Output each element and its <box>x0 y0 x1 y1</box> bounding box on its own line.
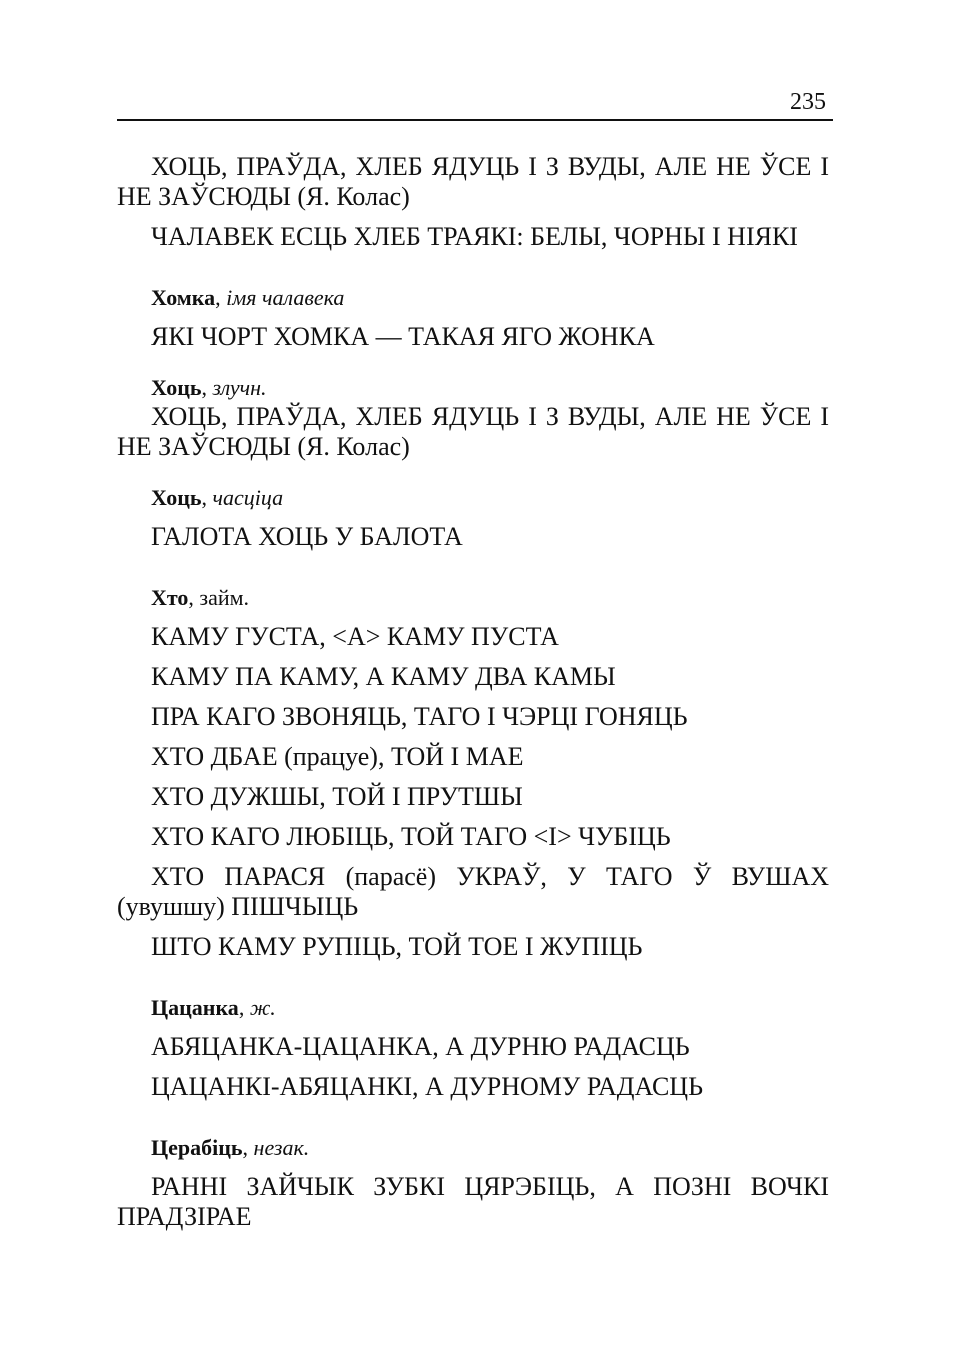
entry-heading: Церабіць, незак. <box>151 1135 310 1160</box>
example-line: ЯКІ ЧОРТ ХОМКА — ТАКАЯ ЯГО ЖОНКА <box>151 322 655 351</box>
example-line: ХТО ПАРАСЯ (парасё) УКРАЎ, У ТАГО Ў ВУШАХ (увушшу) ПІШЧЫЦЬ <box>117 862 829 921</box>
example-line: КАМУ ПА КАМУ, А КАМУ ДВА КАМЫ <box>151 662 616 691</box>
headword: Хомка <box>151 285 216 310</box>
headword: Хоць <box>151 375 202 400</box>
headword: Хто <box>151 585 189 610</box>
intro-line: ЧАЛАВЕК ЕСЦЬ ХЛЕБ ТРАЯКІ: БЕЛЫ, ЧОРНЫ І НІЯКІ <box>151 222 798 251</box>
example-line: ГАЛОТА ХОЦЬ У БАЛОТА <box>151 522 463 551</box>
example-line: ХТО ДБАЕ (працуе), ТОЙ І МАЕ <box>151 742 524 771</box>
entry-heading: Цацанка, ж. <box>151 995 276 1020</box>
entry-heading: Хоць, часціца <box>151 485 284 510</box>
example-line: ХТО КАГО ЛЮБІЦЬ, ТОЙ ТАГО <І> ЧУБІЦЬ <box>151 822 671 851</box>
gloss: займ. <box>199 585 250 610</box>
page-number: 235 <box>790 89 826 115</box>
example-line: РАННІ ЗАЙЧЫК ЗУБКІ ЦЯРЭБІЦЬ, А ПОЗНІ ВОЧКІ ПРАДЗІРАЕ <box>117 1172 829 1231</box>
headword: Цацанка <box>151 995 239 1020</box>
gloss: ж. <box>249 995 276 1020</box>
example-line: КАМУ ГУСТА, <А> КАМУ ПУСТА <box>151 622 559 651</box>
entry-heading: Хто, займ. <box>151 585 250 610</box>
entry-heading: Хомка, імя чалавека <box>151 285 345 310</box>
intro-line: ХОЦЬ, ПРАЎДА, ХЛЕБ ЯДУЦЬ І З ВУДЫ, АЛЕ НЕ ЎСЕ І НЕ ЗАЎСЮДЫ (Я. Колас) <box>117 152 829 211</box>
gloss: злучн. <box>212 375 267 400</box>
example-line: ЦАЦАНКІ-АБЯЦАНКІ, А ДУРНОМУ РАДАСЦЬ <box>151 1072 704 1101</box>
example-line: ШТО КАМУ РУПІЦЬ, ТОЙ ТОЕ І ЖУПІЦЬ <box>151 932 643 961</box>
gloss: незак. <box>253 1135 310 1160</box>
gloss: часціца <box>212 485 284 510</box>
example-line: ХТО ДУЖШЫ, ТОЙ І ПРУТШЫ <box>151 782 523 811</box>
dictionary-content <box>117 152 829 1232</box>
headword: Церабіць <box>151 1135 243 1160</box>
entry-heading: Хоць, злучн. <box>151 375 267 400</box>
example-line: ХОЦЬ, ПРАЎДА, ХЛЕБ ЯДУЦЬ І З ВУДЫ, АЛЕ НЕ ЎСЕ І НЕ ЗАЎСЮДЫ (Я. Колас) <box>117 402 829 461</box>
headword: Хоць <box>151 485 202 510</box>
header-rule <box>117 119 833 121</box>
example-line: ПРА КАГО ЗВОНЯЦЬ, ТАГО І ЧЭРЦІ ГОНЯЦЬ <box>151 702 688 731</box>
gloss: імя чалавека <box>226 285 345 310</box>
example-line: АБЯЦАНКА-ЦАЦАНКА, А ДУРНЮ РАДАСЦЬ <box>151 1032 690 1061</box>
